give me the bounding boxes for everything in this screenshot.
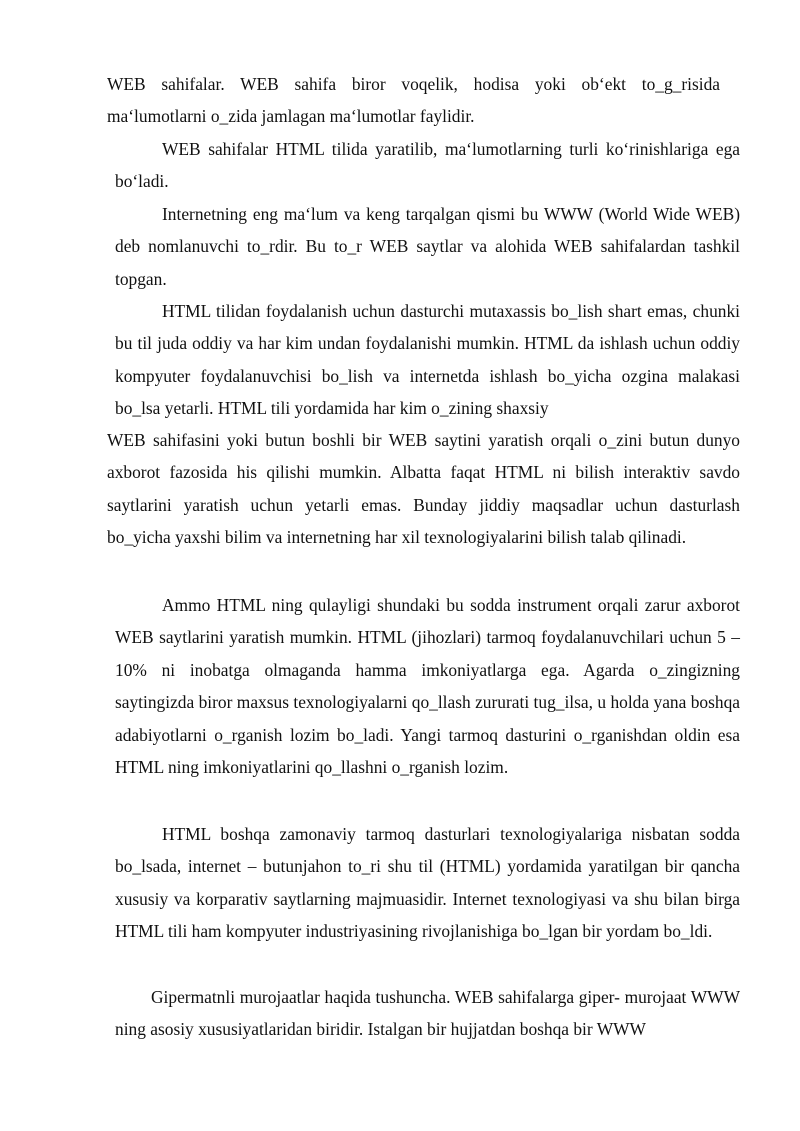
paragraph-html-usage: HTML tilidan foydalanish uchun dasturchi mutaxassis bo_lish shart emas, chunki bu til juda oddiy va har kim undan foydalanishi mumkin. HTML da ishlash uchun oddiy kompyuter foydalanuvchisi bo_lish va internetda ishlash bo_yicha ozgina malakasi bo_lsa yetarli. HTML tili yordamida har kim o_zining shaxsiy [115, 301, 740, 419]
paragraph-web-site-creation: WEB sahifasini yoki butun boshli bir WEB saytini yaratish orqali o_zini butun dunyo axborot fazosida his qilishi mumkin. Albatta faqat HTML ni bilish interaktiv savdo saytlarini yaratish uchun yetarli emas. Bunday jiddiy maqsadlar uchun dasturlash bo_yicha yaxshi bilim va internetning har xil texnologiyalarini bilish talab qilinadi. [107, 430, 740, 548]
paragraph-html-internet: HTML boshqa zamonaviy tarmoq dasturlari texnologiyalariga nisbatan sodda bo_lsada, internet – butunjahon to_ri shu til (HTML) yordamida yaratilgan bir qancha xususiy va korparativ saytlarning majmuasidir. Internet texnologiyasi va shu bilan birga HTML tili ham kompyuter industriyasining rivojlanishiga bo_lgan bir yordam bo_ldi. [115, 824, 740, 942]
paragraph-html-convenience: Ammo HTML ning qulayligi shundaki bu sodda instrument orqali zarur axborot WEB saytlarini yaratish mumkin. HTML (jihozlari) tarmoq foydalanuvchilari uchun 5 – 10% ni inobatga olmaganda hamma imkoniyatlarga ega. Agarda o_zingizning saytingizda biror maxsus texnologiyalarni qo_llash zururati tug_ilsa, u holda yana boshqa adabiyotlarni o_rganish lozim bo_ladi. Yangi tarmoq dasturini o_rganishdan oldin esa HTML ning imkoniyatlarini qo_llashni o_rganish lozim. [115, 595, 740, 778]
paragraph-hypertext-links: Gipermatnli murojaatlar haqida tushuncha. WEB sahifalarga giper- murojaat WWW ning asosiy xususiyatlaridan biridir. Istalgan bir hujjatdan boshqa bir WWW [115, 987, 740, 1040]
paragraph-web-pages-definition: WEB sahifalar. WEB sahifa biror voqelik, hodisa yoki ob‘ekt to_g_risida ma‘lumotlarni o_zida jamlagan ma‘lumotlar faylidir. [107, 74, 720, 127]
paragraph-html-language: WEB sahifalar HTML tilida yaratilib, ma‘lumotlarning turli ko‘rinishlariga ega bo‘ladi. [115, 139, 740, 192]
paragraph-www: Internetning eng ma‘lum va keng tarqalgan qismi bu WWW (World Wide WEB) deb nomlanuvchi to_rdir. Bu to_r WEB saytlar va alohida WEB sahifalardan tashkil topgan. [115, 204, 740, 289]
